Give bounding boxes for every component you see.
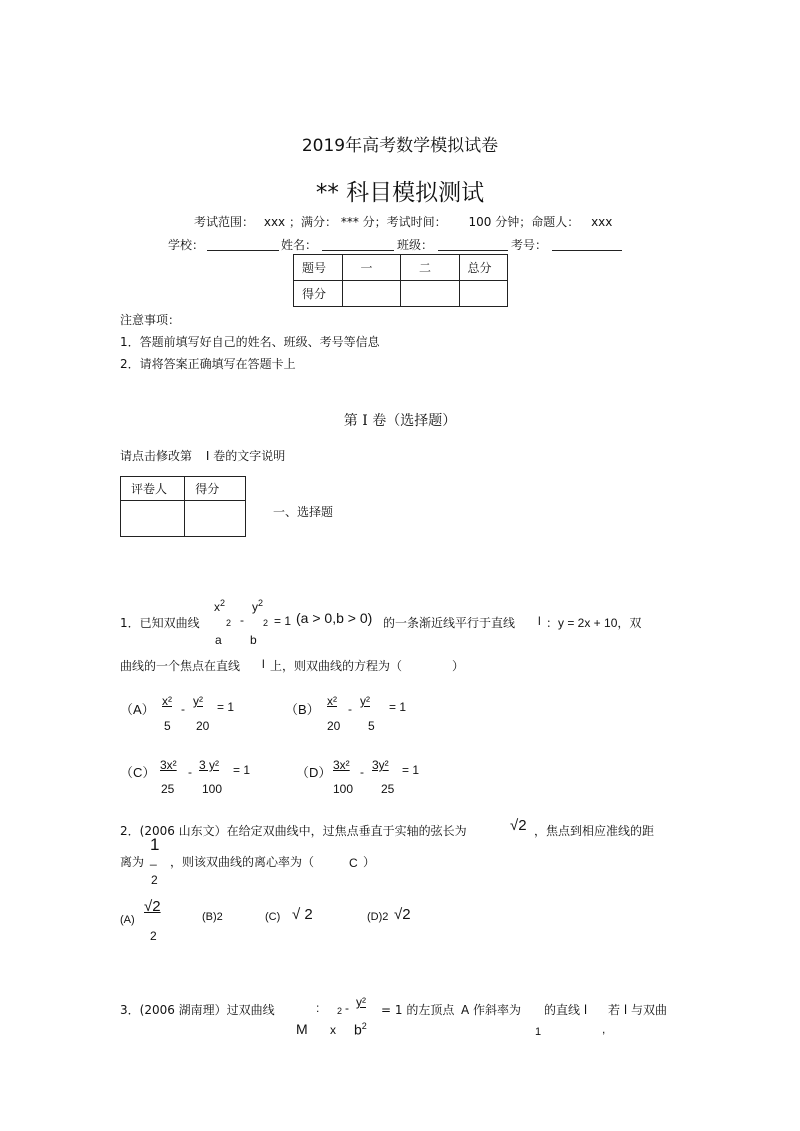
school-blank[interactable]	[207, 250, 279, 251]
time-label: 分；考试时间：	[362, 215, 447, 229]
q1-den-b: b	[250, 633, 257, 647]
q1-line2-close: ）	[452, 659, 465, 673]
q3-prefix: 3．(2006 湖南理）过双曲线	[120, 1003, 275, 1017]
q3-dash: -	[345, 1001, 349, 1015]
exam-subtitle: ** 科目模拟测试	[315, 180, 485, 206]
author-value: xxx	[591, 215, 613, 229]
section-edit-note[interactable]	[120, 447, 285, 464]
q1-x-num: $x^2$	[214, 598, 226, 614]
q2-line2-a: 离为	[120, 855, 145, 869]
grader-header-cell: 得分	[185, 477, 246, 501]
score-table-header-cell: 二	[401, 255, 460, 281]
section-edit-prefix: 请点击修改第	[120, 449, 193, 463]
q2-option-b[interactable]: (B)2	[202, 911, 223, 923]
q1-option-c-rhs: = 1	[233, 763, 251, 777]
q1-option-a-d2: 20	[196, 719, 210, 733]
q1-option-a-label[interactable]: （A）	[120, 702, 155, 717]
part-title: 一、选择题	[273, 505, 334, 519]
q1-line2-l: l	[262, 657, 265, 671]
q1-option-a-minus: -	[181, 702, 185, 716]
q1-option-b-n2: y²	[360, 694, 370, 708]
q1-option-d-n2: 3y²	[372, 758, 389, 772]
q3-row2-x: x	[330, 1023, 336, 1037]
q1-option-c-minus: -	[188, 765, 192, 779]
grader-table	[120, 476, 246, 537]
exam-info	[194, 213, 612, 230]
exam-no-label: 考号：	[511, 238, 548, 252]
notes-heading: 注意事项：	[120, 313, 181, 327]
q1-option-d-n1: 3x²	[333, 758, 350, 772]
q3-frac-num: y²	[356, 995, 366, 1009]
q2-option-c-label[interactable]: (C)	[265, 911, 281, 923]
q3-sub2: 2	[337, 1006, 343, 1016]
q3-row2-comma: ,	[602, 1022, 606, 1036]
q1-den-a: a	[215, 633, 222, 647]
q1-line2-a: 曲线的一个焦点在直线	[120, 659, 241, 673]
q2-line2-close: ）	[363, 855, 376, 869]
score-table-header-cell: 总分	[459, 255, 508, 281]
q1-option-d-rhs: = 1	[402, 763, 420, 777]
q1-option-d-d2: 25	[381, 782, 395, 796]
q1-line2-b: 上，则双曲线的方程为（	[270, 659, 403, 673]
q1-option-b-rhs: = 1	[389, 700, 407, 714]
section-title: 第 I 卷（选择题）	[343, 413, 457, 429]
q1-y-num: $y^2$	[252, 598, 264, 614]
q2-option-a-den: 2	[150, 929, 157, 943]
q1-option-a-n1: x²	[162, 694, 172, 708]
author-label: 分钟；命题人：	[495, 215, 580, 229]
q2-option-c-val: √ 2	[292, 906, 313, 923]
q1-line-eq: ：y = 2x + 10，双	[546, 616, 642, 630]
q1-line-l: l	[538, 614, 541, 628]
q1-prefix: 1．已知双曲线	[120, 616, 200, 630]
score-cell[interactable]	[342, 281, 401, 307]
q1-condition: (a > 0,b > 0)	[296, 610, 373, 626]
score-value: ***	[340, 215, 359, 229]
q1-option-c-d1: 25	[161, 782, 175, 796]
score-table-header-cell: 一	[342, 255, 401, 281]
class-label: 班级：	[397, 238, 434, 252]
q2-prefix: 2．(2006 山东文）在给定双曲线中，过焦点垂直于实轴的弦长为	[120, 824, 467, 838]
note-item: 1．答题前填写好自己的姓名、班级、考号等信息	[120, 335, 380, 349]
score-cell[interactable]	[459, 281, 508, 307]
exam-title: 2019年高考数学模拟试卷	[301, 136, 499, 156]
q3-row2-b: $b^2$	[354, 1021, 367, 1038]
school-label: 学校：	[168, 238, 205, 252]
q3-point-a: A 作斜率为	[461, 1003, 522, 1017]
q2-option-d-val: √2	[394, 906, 411, 923]
q1-option-b-n1: x²	[327, 694, 337, 708]
q1-option-a-rhs: = 1	[217, 700, 235, 714]
q1-minus: -	[240, 613, 244, 627]
score-cell[interactable]	[401, 281, 460, 307]
q2-half-den: 2	[151, 873, 158, 887]
range-value: xxx	[263, 215, 286, 229]
q2-option-d-label[interactable]: (D)2	[367, 911, 389, 923]
name-label: 姓名：	[281, 238, 318, 252]
q1-option-a-d1: 5	[164, 719, 171, 733]
range-label: 考试范围：	[194, 215, 255, 229]
q2-option-a-label[interactable]: (A)	[120, 914, 135, 926]
q1-option-b-d1: 20	[327, 719, 341, 733]
q1-option-d-label[interactable]: （D）	[296, 765, 332, 780]
q1-option-c-label[interactable]: （C）	[120, 765, 156, 780]
section-edit-suffix: I 卷的文字说明	[205, 449, 286, 463]
q3-colon: :	[316, 1001, 320, 1015]
grader-cell[interactable]	[185, 501, 246, 537]
q1-eq-one: = 1	[274, 614, 292, 628]
grader-cell[interactable]	[121, 501, 185, 537]
q1-option-a-n2: y²	[193, 694, 203, 708]
class-blank[interactable]	[438, 250, 508, 251]
score-table	[293, 254, 508, 307]
q2-half-bar: _	[150, 852, 157, 866]
q3-row2-one: 1	[535, 1026, 542, 1038]
q1-option-d-minus: -	[360, 765, 364, 779]
q2-sqrt2: √2	[510, 817, 527, 834]
q2-suffix: ，焦点到相应准线的距	[534, 824, 655, 838]
name-blank[interactable]	[322, 250, 394, 251]
q1-option-c-n2: 3 y²	[199, 758, 220, 772]
q3-row2-m: M	[296, 1021, 308, 1037]
q1-sub-2: 2	[226, 618, 232, 628]
q3-line-desc: 的直线 l	[544, 1003, 588, 1017]
q1-option-c-n1: 3x²	[160, 758, 177, 772]
q1-option-b-minus: -	[348, 702, 352, 716]
grader-header-cell: 评卷人	[121, 477, 185, 501]
q2-answer: C	[349, 856, 358, 870]
score-table-row-label: 得分	[294, 281, 343, 307]
q3-eq: = 1 的左顶点	[381, 1003, 455, 1017]
note-item: 2．请将答案正确填写在答题卡上	[120, 357, 296, 371]
q2-option-a-num: √2	[144, 898, 161, 915]
q1-middle: 的一条渐近线平行于直线	[383, 616, 516, 630]
q2-half-num: 1	[150, 835, 160, 854]
time-value: 100	[468, 215, 492, 229]
q2-line2-b: ，则该双曲线的离心率为（	[170, 855, 315, 869]
q1-option-d-d1: 100	[333, 782, 354, 796]
q1-option-b-d2: 5	[368, 719, 375, 733]
score-label: ；满分：	[288, 215, 337, 229]
q3-tail: 若 l 与双曲	[608, 1003, 667, 1017]
exam-no-blank[interactable]	[552, 250, 622, 251]
score-table-header-cell: 题号	[294, 255, 343, 281]
q1-option-c-d2: 100	[202, 782, 223, 796]
q1-sub-2b: 2	[263, 618, 269, 628]
q1-option-b-label[interactable]: （B）	[285, 702, 320, 717]
